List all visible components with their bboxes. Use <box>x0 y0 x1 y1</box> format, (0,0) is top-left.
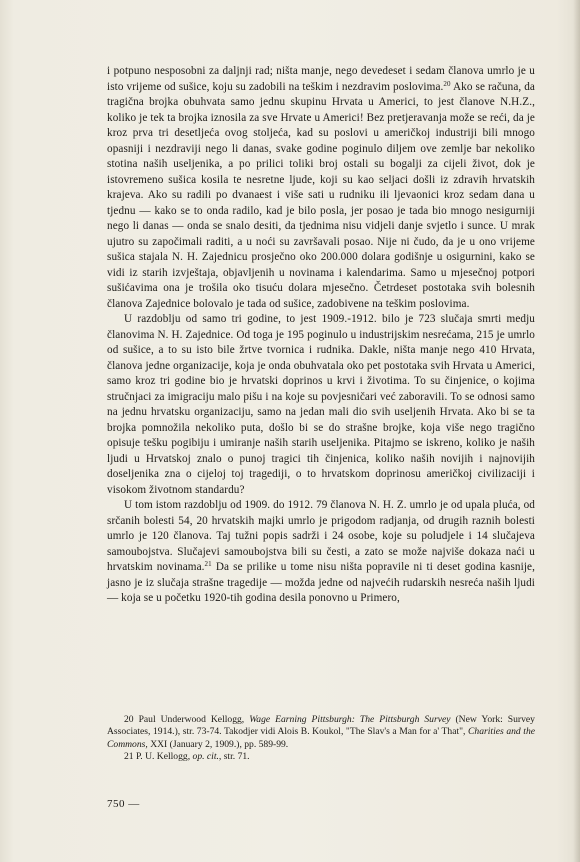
paragraph-2 <box>107 312 535 498</box>
footnote-20-volume: XXI (January 2, 1909.), pp. 589-99. <box>150 738 289 750</box>
paragraph-2-text: U razdoblju od samo tri godine, to jest 1909.-1912. bilo je 723 slučaja smrti medju članovima N. H. Zajednice. Od toga je 195 poginulo u industrijskim nesrećama, 215 je umrlo od sušice, a to su isto bile žrtve tvornica i rudnika. Dakle, ništa manje nego 410 Hrvata, članova jedne organizacije, koja je onda obuhvatala oko pet postotaka svih Hrvata u Americi, samo kroz tri godine bio je hrvatski doprinos u krvi i životima. To su činjenice, o kojima stručnjaci za imigraciju malo pišu i na koje su povjesničari već zaboravili. To se odnosi samo na jednu hrvatsku organizaciju, samo na jedan mali dio svih useljenih Hrvata. Ako bi se ta brojka pomnožila nekoliko puta, došlo bi se do strašne brojke, koja više nego tragično opisuje tešku pogibiju i umiranje naših starih useljenika. Pitajmo se iskreno, koliko je naših ljudi u Hrvatskoj znalo o punoj tragici tih činjenica, koliko naših novijih i najnovijih doseljenika zna o cijeloj toj tragediji, o to hrvatskom doprinosu američkoj civilizaciji i visokom životnom standardu? <box>107 313 535 496</box>
paragraph-3-text-b: Da se prilike u tome nisu ništa popravile ni ti deset godina kasnije, jasno je iz slučaja strašne tragedije — možda jedne od najvećih rudarskih nesreća naših ljudi — koja se u početku 1920-tih godina desila ponovno u Primero, <box>107 561 535 604</box>
page-number: 750 — <box>107 798 140 810</box>
footnote-20-details: (New York: Survey Associates, 1914.), str. 73-74. Takodjer vidi Alois B. Koukol, "The Slav's a Man for a' That", <box>107 714 535 738</box>
footnote-20-author: Paul Underwood Kellogg, <box>138 714 245 725</box>
footnote-21-details: str. 71. <box>223 751 250 763</box>
footnotes <box>107 714 535 764</box>
footnote-21 <box>107 751 535 763</box>
paragraph-1-text-a: i potpuno nesposobni za daljnji rad; ništa manje, nego devedeset i sedam članova umrlo je u isto vrijeme od sušice, koju su zadobili na teškim i nezdravim poslovima. <box>107 65 535 93</box>
paragraph-3-text-a: U tom istom razdoblju od 1909. do 1912. 79 članova N. H. Z. umrlo je od upala pluća, od srčanih bolesti 54, 20 hrvatskih majki umrlo je prigodom radjanja, od drugih raznih bolesti umrlo je 120 članova. Taj tužni popis sadrži i 24 osobe, koje su poludjele i 14 slučajeva samoubojstva. Slučajevi samoubojstva bili su česti, a zato se može najviše dokaza naći u hrvatskim novinama. <box>107 499 535 573</box>
paragraph-1 <box>107 64 535 312</box>
footnote-21-author: P. U. Kellogg, <box>136 751 191 763</box>
footnote-20-title: Wage Earning Pittsburgh: The Pittsburgh Survey <box>249 714 451 725</box>
footnote-20-journal: Charities and the Commons, <box>107 726 535 750</box>
footnote-21-title: op. cit., <box>192 751 222 763</box>
paragraph-3 <box>107 498 535 607</box>
footnote-20 <box>107 714 535 751</box>
body-text <box>107 64 535 607</box>
footnote-20-number: 20 <box>124 714 134 725</box>
footnote-ref-21: 21 <box>204 560 212 568</box>
scan-edge-shadow <box>573 0 580 862</box>
paragraph-1-text-b: Ako se računa, da tragična brojka obuhvata samo jednu skupinu Hrvata u Americi, to jest članove N.H.Z., koliko je tek ta brojka iznosila za sve Hrvate u Americi! Bez pretjeravanja može se reći, da je kroz prva tri desetljeća ovog stoljeća, kad su poslovi u američkoj industriji bili mnogo opasniji i nezdraviji nego li danas, svake godine poginulo diljem ove zemlje bar nekoliko stotina naših useljenika, a po prilici toliki broj ostali su bogalji za cijeli život, dok je istovremeno sušica kosila te nesretne ljude, koji su kao seljaci došli iz zdravih hrvatskih krajeva. Ako su radili po dvanaest i više sati u rudniku ili ljevaonici kroz sedam dana u tjednu — kako se to onda radilo, kad je bilo posla, jer posao je tada bio mnogo nesigurniji nego li danas — onda se snalo desiti, da tjednima nisu vidjeli danje svjetlo i sunce. U mrak ujutro su započimali raditi, a u noći su završavali posao. Nije ni čudo, da je u ono vrijeme sušica stajala N. H. Zajednicu prosječno oko 200.000 dolara godišnje u osigurnini, kako se vidi iz starih izvještaja, objavljenih u novinama i kalendarima. Samo u mjesečnoj potpori sušićavima ona je trošila oko tisuću dolara mjesečno. Četrdeset postotaka svih bolesnih članova Zajednice bolovalo je tada od sušice, zadobivene na teškim poslovima. <box>107 80 535 310</box>
footnote-21-number: 21 <box>124 751 134 763</box>
footnote-ref-20: 20 <box>443 79 451 88</box>
